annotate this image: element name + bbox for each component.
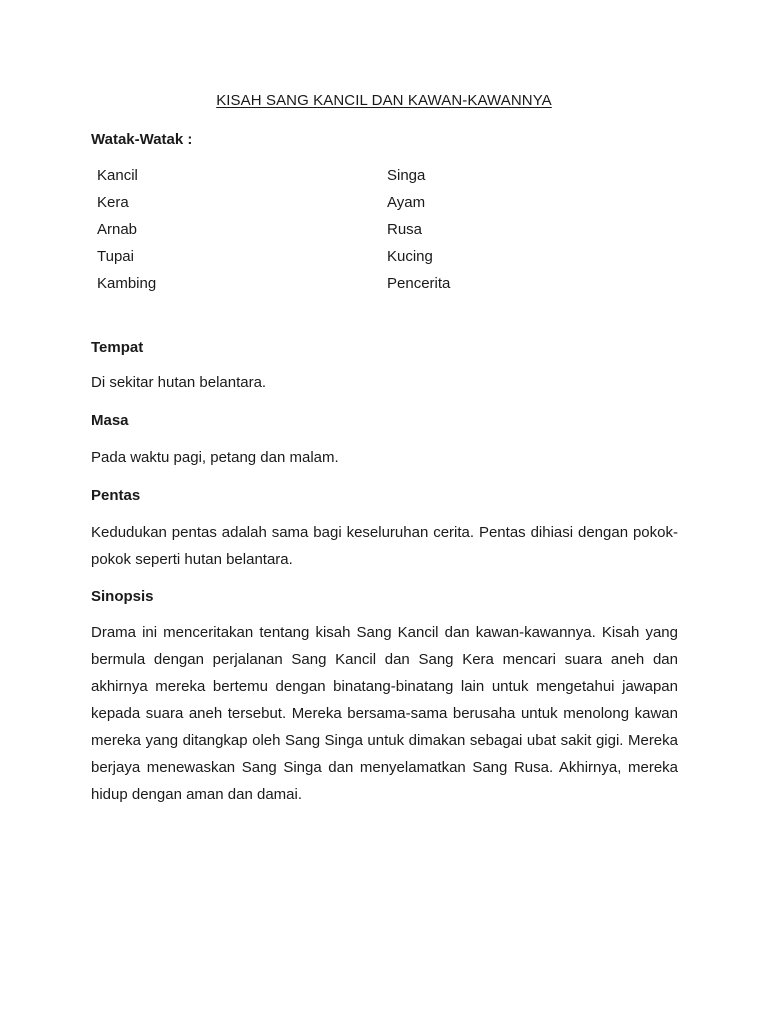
character-right-5: Pencerita [387,275,451,292]
pentas-text: Kedudukan pentas adalah sama bagi keseluruhan cerita. Pentas dihiasi dengan pokok-pokok seperti hutan belantara. [91,524,678,568]
tempat-heading: Tempat [91,339,144,356]
character-left-2: Kera [97,194,129,211]
characters-heading: Watak-Watak : [91,131,193,148]
character-left-5: Kambing [97,275,157,292]
tempat-text: Di sekitar hutan belantara. [91,374,267,391]
pentas-heading: Pentas [91,487,141,504]
character-right-1: Singa [387,167,426,184]
masa-heading: Masa [91,412,129,429]
character-left-4: Tupai [97,248,134,265]
document-title: KISAH SANG KANCIL DAN KAWAN-KAWANNYA [216,92,552,109]
character-left-3: Arnab [97,221,138,238]
sinopsis-heading: Sinopsis [91,588,154,605]
sinopsis-text: Drama ini menceritakan tentang kisah Sang Kancil dan kawan-kawannya. Kisah yang bermula dengan perjalanan Sang Kancil dan Sang Kera mencari suara aneh dan akhirnya mereka bertemu dengan binatang-binatang lain untuk mengetahui jawapan kepada suara aneh tersebut. Mereka bersama-sama berusaha untuk menolong kawan mereka yang ditangkap oleh Sang Singa untuk dimakan sebagai ubat sakit gigi. Mereka berjaya menewaskan Sang Singa dan menyelamatkan Sang Rusa. Akhirnya, mereka hidup dengan aman dan damai. [91,624,678,803]
character-right-2: Ayam [387,194,426,211]
character-right-3: Rusa [387,221,423,238]
character-left-1: Kancil [97,167,138,184]
masa-text: Pada waktu pagi, petang dan malam. [91,449,339,466]
character-right-4: Kucing [387,248,433,265]
